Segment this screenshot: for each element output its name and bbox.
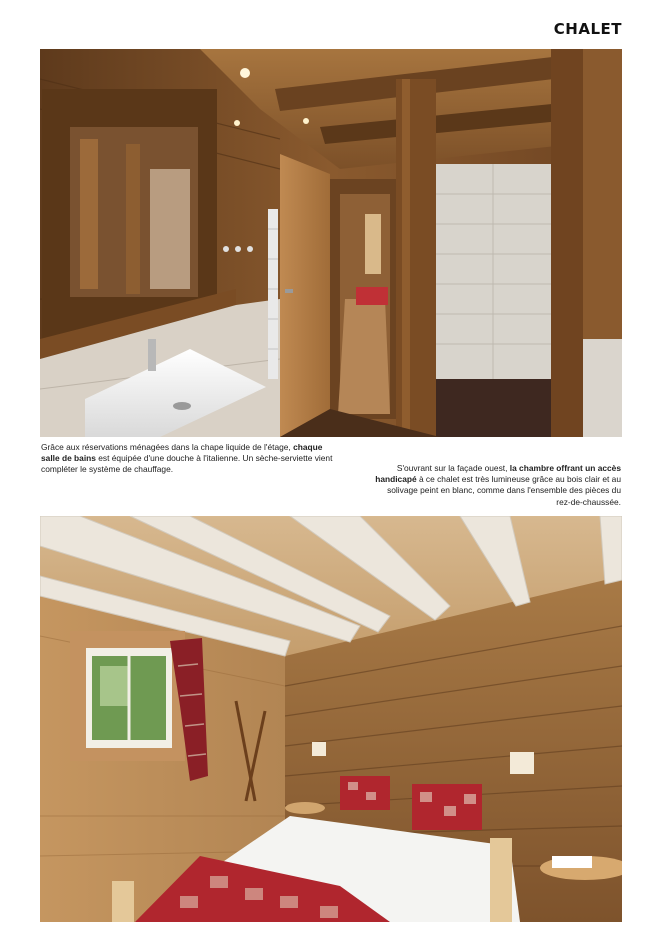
bedroom-caption: [371, 463, 621, 508]
bedroom-photo: [40, 516, 622, 922]
bedroom-caption-text: S'ouvrant sur la façade ouest,: [396, 463, 510, 473]
bathroom-caption-highlight: chaque salle de bains: [41, 442, 323, 464]
section-title: CHALET: [553, 20, 622, 38]
bedroom-caption-highlight: la chambre offrant un accès handicapé: [375, 463, 621, 485]
bathroom-caption-text: Grâce aux réservations ménagées dans la chape liquide de l'étage,: [41, 442, 294, 452]
bathroom-photo: [40, 49, 622, 437]
bedroom-caption-text-end: à ce chalet est très lumineuse grâce au bois clair et au solivage peint en blanc, comme dans l'ensemble des pièces du rez-de-chaussée.: [387, 474, 621, 507]
bathroom-caption: [41, 442, 341, 476]
bathroom-caption-text-end: est équipée d'une douche à l'italienne. Un sèche-serviette vient compléter le système de chauffage.: [41, 453, 333, 475]
